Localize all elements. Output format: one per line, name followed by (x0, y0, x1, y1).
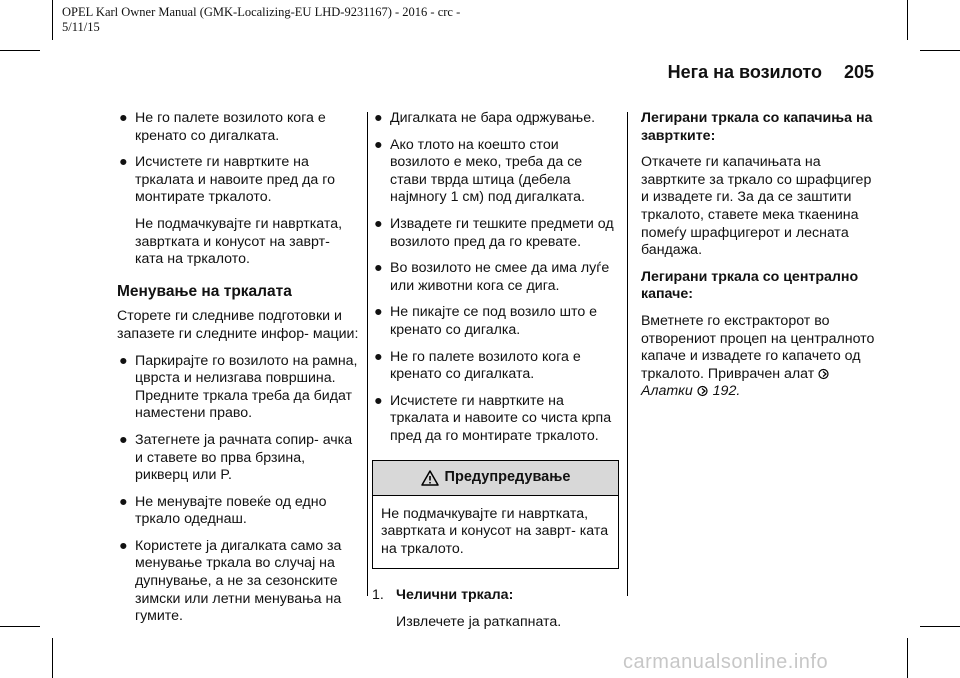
bullet-icon: ● (374, 110, 383, 126)
crop-mark (907, 0, 908, 40)
document-header-date: 5/11/15 (62, 20, 100, 34)
document-header (62, 5, 460, 35)
warning-box (372, 460, 619, 570)
list-item: ● Исчистете ги навртките на тркалата и навоите пред да го монтирате тркалото. (119, 154, 336, 206)
section-title: Нега на возилото (667, 62, 822, 82)
list-item: ● Не го палете возилото кога е кренато со дигалката. (374, 348, 581, 383)
watermark: carmanualsonline.info (623, 651, 829, 673)
bullet-icon: ● (119, 110, 128, 126)
document-header-line: OPEL Karl Owner Manual (GMK-Localizing-EU LHD-9231167) - 2016 - crc - (62, 5, 461, 19)
list-item: ● Ако тлото на коешто стои возилото е меко, треба да се стави тврда штица (дебела најмногу 1 см) под дигалката. (374, 136, 585, 206)
bullet-icon: ● (119, 154, 128, 171)
column-2 (372, 110, 617, 640)
list-item: ● Не пикајте се под возило што е кренато со дигалка. (374, 304, 598, 338)
list-item: ● Не го палете возилото кога е кренато со дигалката. (119, 110, 326, 144)
step-title: Челични тркала: (396, 587, 514, 604)
subheading: Легирани тркала со капачиња на завртките: (641, 110, 873, 144)
list-item: ● Паркирајте го возилото на рамна, цврста и нелизгава површина. Предните тркала треба да бидат наместени право. (119, 352, 358, 422)
bullet-icon: ● (374, 260, 383, 277)
list-item: ● Не менувајте повеќе од едно тркало одеднаш. (119, 493, 327, 528)
list-item: ● Извадете ги тешките предмети од возилото пред да го кревате. (374, 215, 614, 250)
bullet-icon: ● (374, 136, 383, 153)
page-header (652, 62, 874, 83)
paragraph: Сторете ги следниве подготовки и запазете ги следните инфор- мации: (117, 308, 359, 342)
crop-mark (0, 50, 40, 51)
warning-title: Предупредување (444, 468, 571, 485)
list-item: ● Дигалката не бара одржување. (374, 110, 596, 126)
column-divider (367, 112, 368, 596)
column-1 (117, 110, 360, 635)
crop-mark (907, 638, 908, 678)
note: Не подмачкувајте ги навртката, завртката и конусот на заврт- ката на тркалото. (135, 215, 343, 268)
bullet-icon: ● (374, 215, 383, 232)
bullet-icon: ● (374, 348, 383, 365)
crop-mark (920, 626, 960, 627)
cross-reference-link[interactable]: Алатки (641, 383, 693, 400)
section-heading: Менување на тркалата (117, 282, 292, 300)
warning-triangle-icon (421, 470, 439, 486)
list-item: ● Исчистете ги навртките на тркалата и навоите со чиста крпа пред да го монтирате тркалото. (374, 392, 612, 444)
crop-mark (52, 0, 53, 40)
column-3 (641, 110, 881, 410)
bullet-icon: ● (374, 392, 383, 409)
list-item: ● Во возилото не смее да има луѓе или животни кога се дига. (374, 260, 610, 294)
page-reference-arrow-icon (818, 368, 830, 380)
page-number: 205 (843, 62, 874, 82)
crop-mark (920, 50, 960, 51)
cross-reference-page[interactable]: 192. (712, 383, 741, 400)
warning-text: Не подмачкувајте ги навртката, завртката и конусот на заврт- ката на тркалото. (381, 505, 609, 557)
step-item (372, 587, 617, 631)
list-item: ● Затегнете ја рачната сопир- ачка и ставете во прва брзина, рикверц или P. (119, 431, 353, 484)
paragraph: Откачете ги капачињата на завртките за тркало со шрафцигер и извадете ги. За да се заштити тркалото, ставете мека ткаенина помеѓу шрафцигерот и лесната бандажа. (641, 154, 872, 259)
list-item: ● Користете ја дигалката само за менување тркала во случај на дупнување, а не за сезонските зимски или летни менувања на гумите. (119, 537, 342, 625)
page-reference-arrow-icon (697, 385, 709, 397)
bullet-icon: ● (119, 537, 128, 554)
step-number: 1. (372, 587, 384, 604)
subheading: Легирани тркала со централно капаче: (641, 268, 859, 303)
column-divider (627, 112, 628, 596)
bullet-icon: ● (119, 352, 128, 369)
crop-mark (52, 638, 53, 678)
crop-mark (0, 626, 40, 627)
bullet-icon: ● (119, 493, 128, 510)
paragraph: Вметнете го екстракторот во отворениот процеп на централното капаче и извадете го капачето од тркалото. Приврачен алат Алатки 192. (641, 312, 875, 400)
bullet-icon: ● (119, 431, 128, 448)
bullet-icon: ● (374, 304, 383, 321)
warning-header (373, 461, 618, 496)
step-text: Извлечете ја раткапната. (396, 613, 562, 630)
